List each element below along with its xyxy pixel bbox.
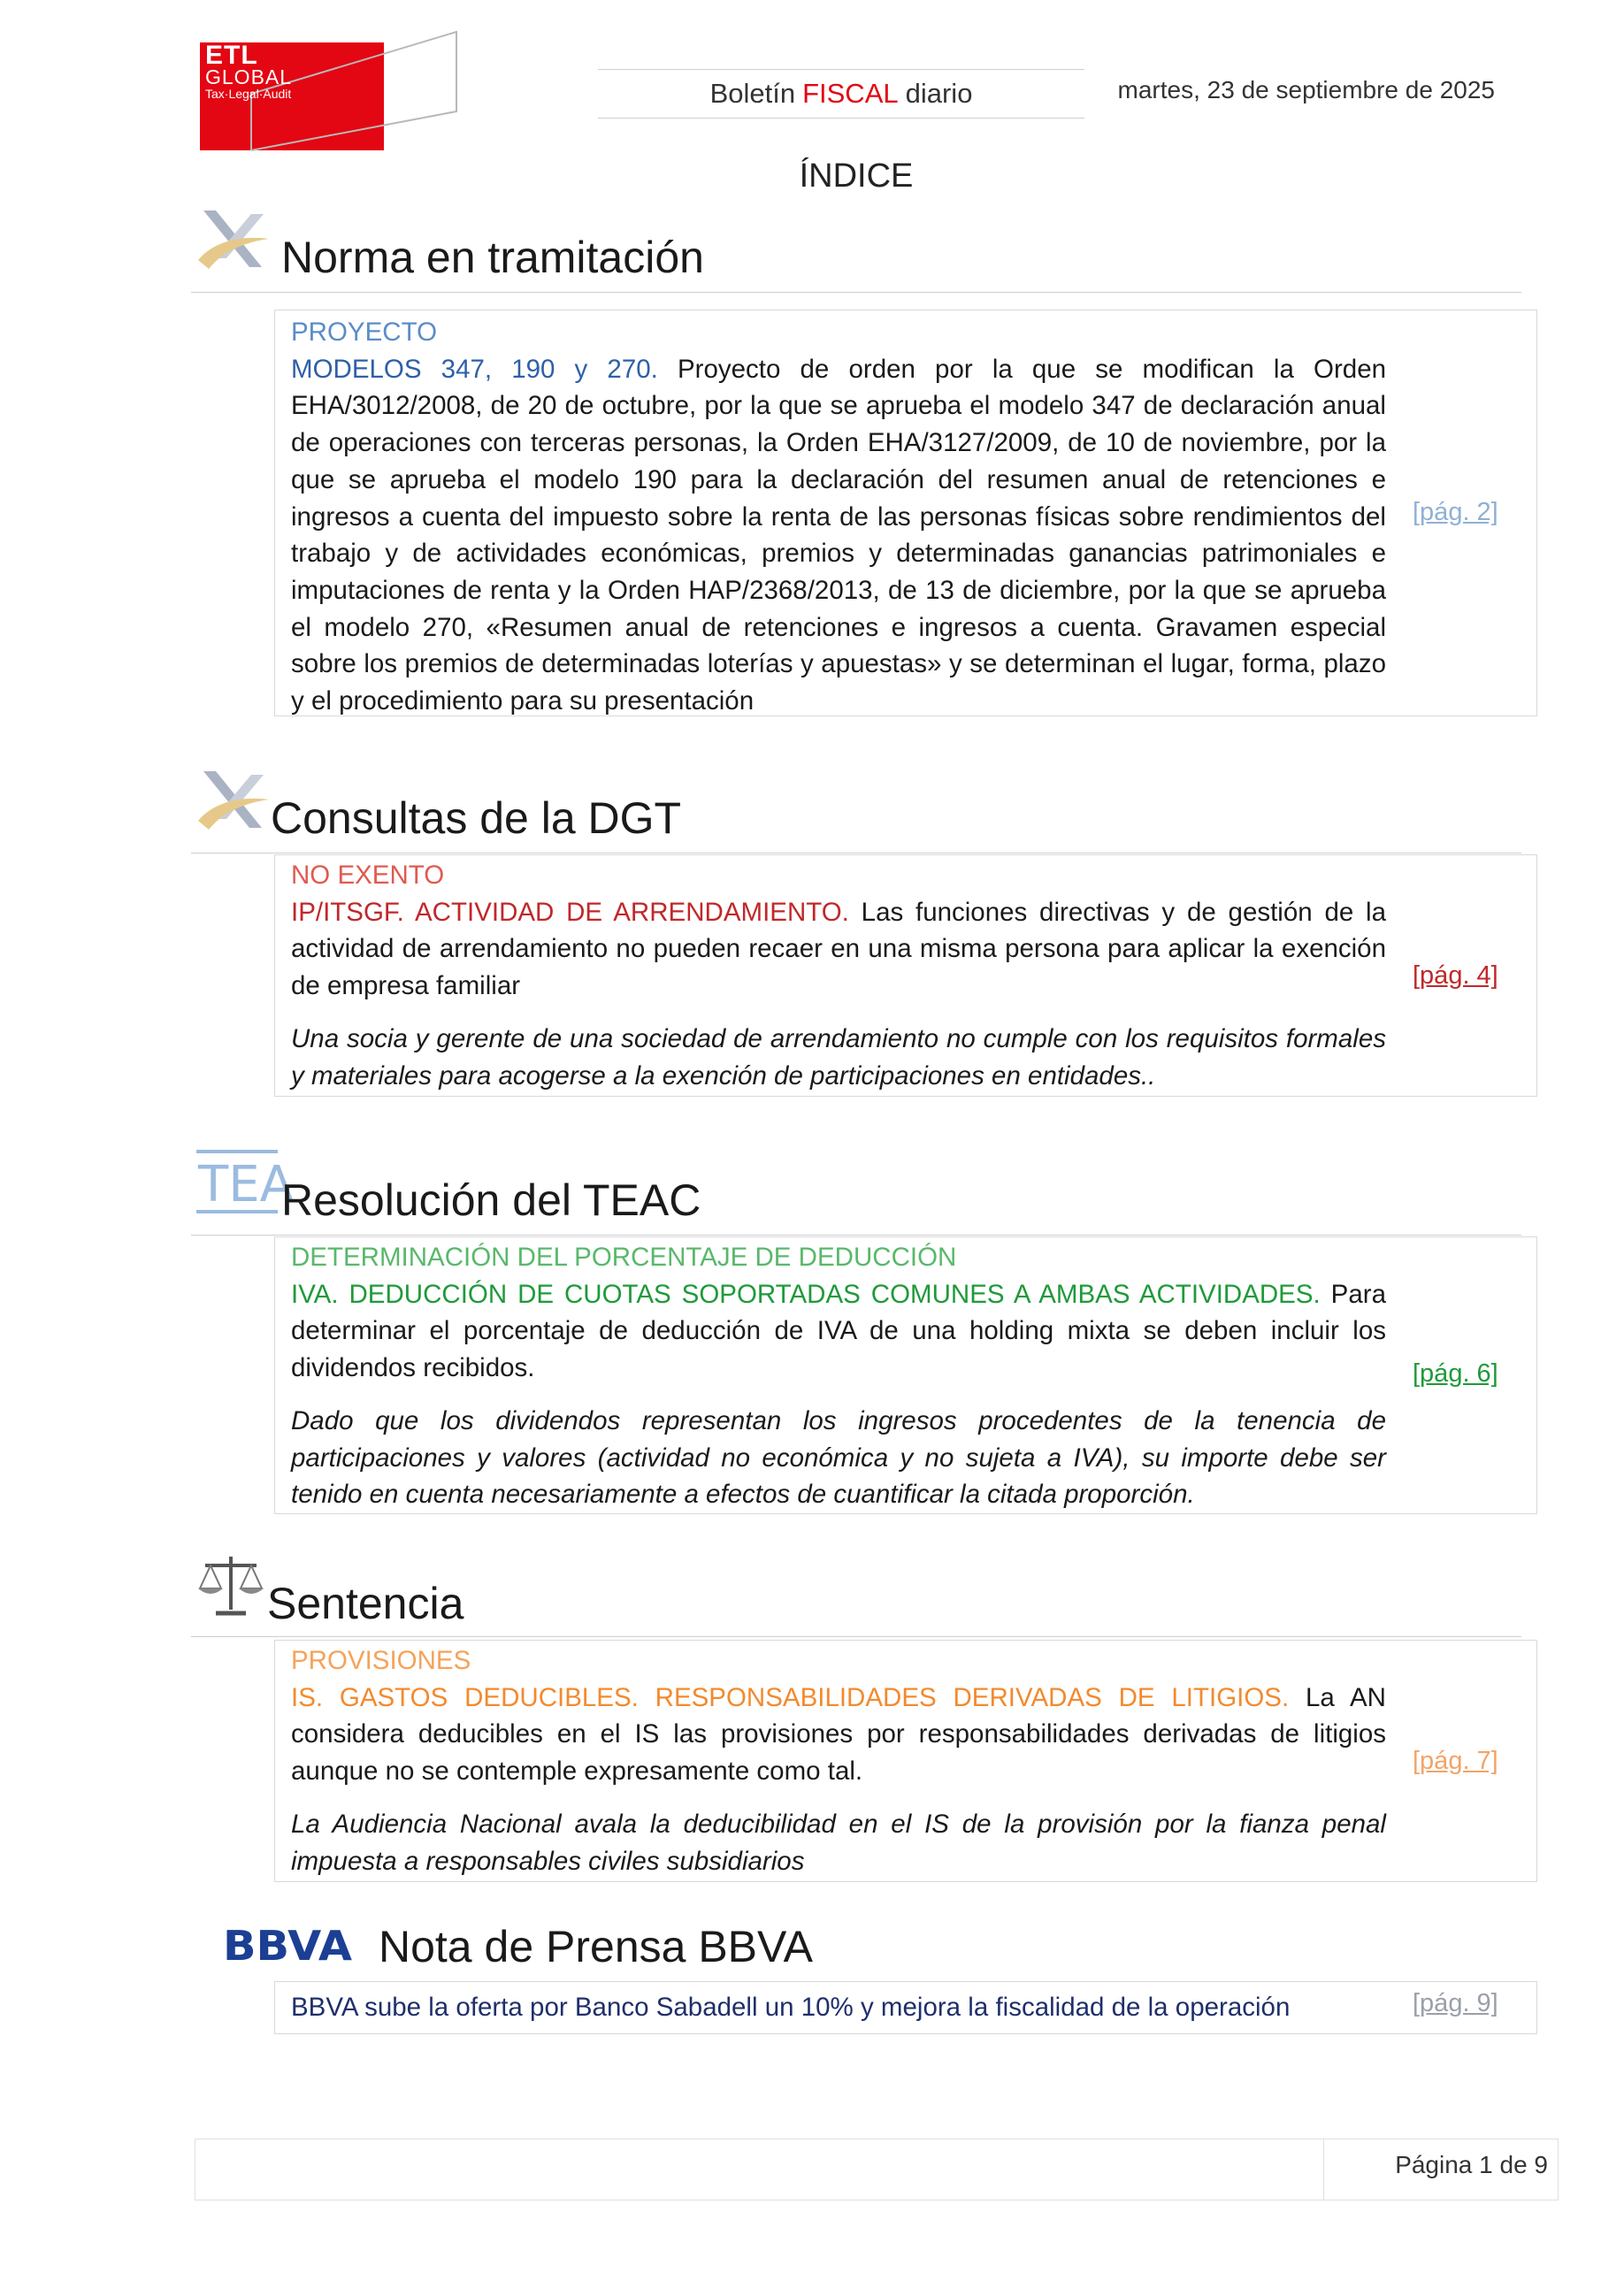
index-entry xyxy=(274,1981,1537,2034)
entry-lead: IP/ITSGF. ACTIVIDAD DE ARRENDAMIENTO. xyxy=(291,897,862,927)
entry-text xyxy=(291,1642,1386,1879)
section-title: Consultas de la DGT xyxy=(271,793,682,843)
footer-divider xyxy=(1323,2139,1324,2200)
entry-kicker: PROYECTO xyxy=(291,318,438,347)
page-ref-link[interactable]: [pág. 9] xyxy=(1413,1989,1498,2017)
bulletin-title-prefix: Boletín xyxy=(709,78,796,109)
section-title: Nota de Prensa BBVA xyxy=(379,1922,814,1971)
entry-body: La AN considera deducibles en el IS las provisiones por responsabilidades derivadas de litigios aunque no se contemple expresamente como tal. xyxy=(291,1682,1386,1787)
index-entry xyxy=(274,310,1537,716)
entry-body: BBVA sube la oferta por Banco Sabadell un 10% y mejora la fiscalidad de la operación xyxy=(291,1993,1291,2022)
index-entry xyxy=(274,854,1537,1097)
bbva-logo-icon xyxy=(223,1922,354,1970)
section-title: Sentencia xyxy=(267,1579,464,1628)
entry-text xyxy=(291,314,1386,720)
aeat-logo-icon xyxy=(196,766,271,835)
bbva-logo-text: BBVA xyxy=(223,1922,353,1970)
section-divider xyxy=(191,292,1521,293)
entry-body: Proyecto de orden por la que se modifican la Orden EHA/3012/2008, de 20 de octubre, por la que se aprueba el modelo 347 de declaración anual de operaciones con terceras personas, la Orden EHA/3127/2009, de 10 de noviembre, por la que se aprueba el modelo 190 para la declaración del resumen anual de retenciones e ingresos a cuenta del impuesto sobre la renta de las personas físicas sobre rendimientos del trabajo y de actividades económicas, premios y determinadas ganancias patrimoniales e imputaciones de renta y la Orden HAP/2368/2013, de 13 de diciembre, por la que se aprueba el modelo 270, «Resumen anual de retenciones e ingresos a cuenta. Gravamen especial sobre los premios de determinadas loterías y apuestas» y se determinan el lugar, forma, plazo y el procedimiento para su presentación xyxy=(291,354,1387,716)
page-ref-link[interactable]: [pág. 4] xyxy=(1413,961,1498,990)
bulletin-title-highlight: FISCAL xyxy=(802,78,899,109)
bulletin-title xyxy=(598,69,1084,119)
entry-body: Las funciones directivas y de gestión de la actividad de arrendamiento no pueden recaer en una misma persona para aplicar la exención de empresa familiar xyxy=(291,897,1386,1001)
entry-summary: Una socia y gerente de una sociedad de arrendamiento no cumple con los requisitos formales y materiales para acogerse a la exención de participaciones en entidades.. xyxy=(291,1023,1386,1091)
entry-text xyxy=(291,1239,1386,1513)
entry-lead: IS. GASTOS DEDUCIBLES. RESPONSABILIDADES DERIVADAS DE LITIGIOS. xyxy=(291,1682,1306,1712)
index-title: ÍNDICE xyxy=(799,157,914,195)
section-divider xyxy=(191,1235,1521,1236)
entry-kicker: NO EXENTO xyxy=(291,861,445,890)
page-ref-link[interactable]: [pág. 6] xyxy=(1413,1359,1498,1388)
index-entry xyxy=(274,1640,1537,1882)
index-entry xyxy=(274,1236,1537,1514)
entry-kicker: PROVISIONES xyxy=(291,1646,471,1675)
scales-icon xyxy=(198,1553,264,1619)
section-title: Norma en tramitación xyxy=(281,233,704,282)
bulletin-title-suffix: diario xyxy=(905,78,973,109)
entry-kicker: DETERMINACIÓN DEL PORCENTAJE DE DEDUCCIÓN xyxy=(291,1243,957,1272)
entry-summary: La Audiencia Nacional avala la deducibilidad en el IS de la provisión por la fianza penal impuesta a responsables civiles subsidiarios xyxy=(291,1809,1386,1876)
entry-lead: MODELOS 347, 190 y 270. xyxy=(291,354,678,384)
bulletin-date: martes, 23 de septiembre de 2025 xyxy=(1117,76,1495,103)
logo-global-text: GLOBAL xyxy=(205,65,293,88)
logo-etl-text: ETL xyxy=(205,41,258,70)
logo-tagline-text: Tax·Legal·Audit xyxy=(205,87,292,101)
entry-text xyxy=(291,857,1386,1094)
svg-text:TEA: TEA xyxy=(198,1156,294,1213)
page-number: Página 1 de 9 xyxy=(1395,2151,1548,2178)
page-ref-link[interactable]: [pág. 7] xyxy=(1413,1747,1498,1775)
section-divider xyxy=(191,1636,1521,1637)
section-title: Resolución del TEAC xyxy=(281,1175,701,1225)
entry-lead: IVA. DEDUCCIÓN DE CUOTAS SOPORTADAS COMUNES A AMBAS ACTIVIDADES. xyxy=(291,1279,1331,1309)
entry-body: Para determinar el porcentaje de deducción de IVA de una holding mixta se deben incluir los dividendos recibidos. xyxy=(291,1279,1386,1383)
entry-summary: Dado que los dividendos representan los ingresos procedentes de la tenencia de participaciones y valores (actividad no económica y no sujeta a IVA), su importe debe ser tenido en cuenta necesariamente a efectos de cuantificar la citada proporción. xyxy=(291,1405,1386,1510)
aeat-logo-icon xyxy=(196,205,271,274)
tea-logo-icon xyxy=(196,1150,294,1213)
page-ref-link[interactable]: [pág. 2] xyxy=(1413,498,1498,526)
